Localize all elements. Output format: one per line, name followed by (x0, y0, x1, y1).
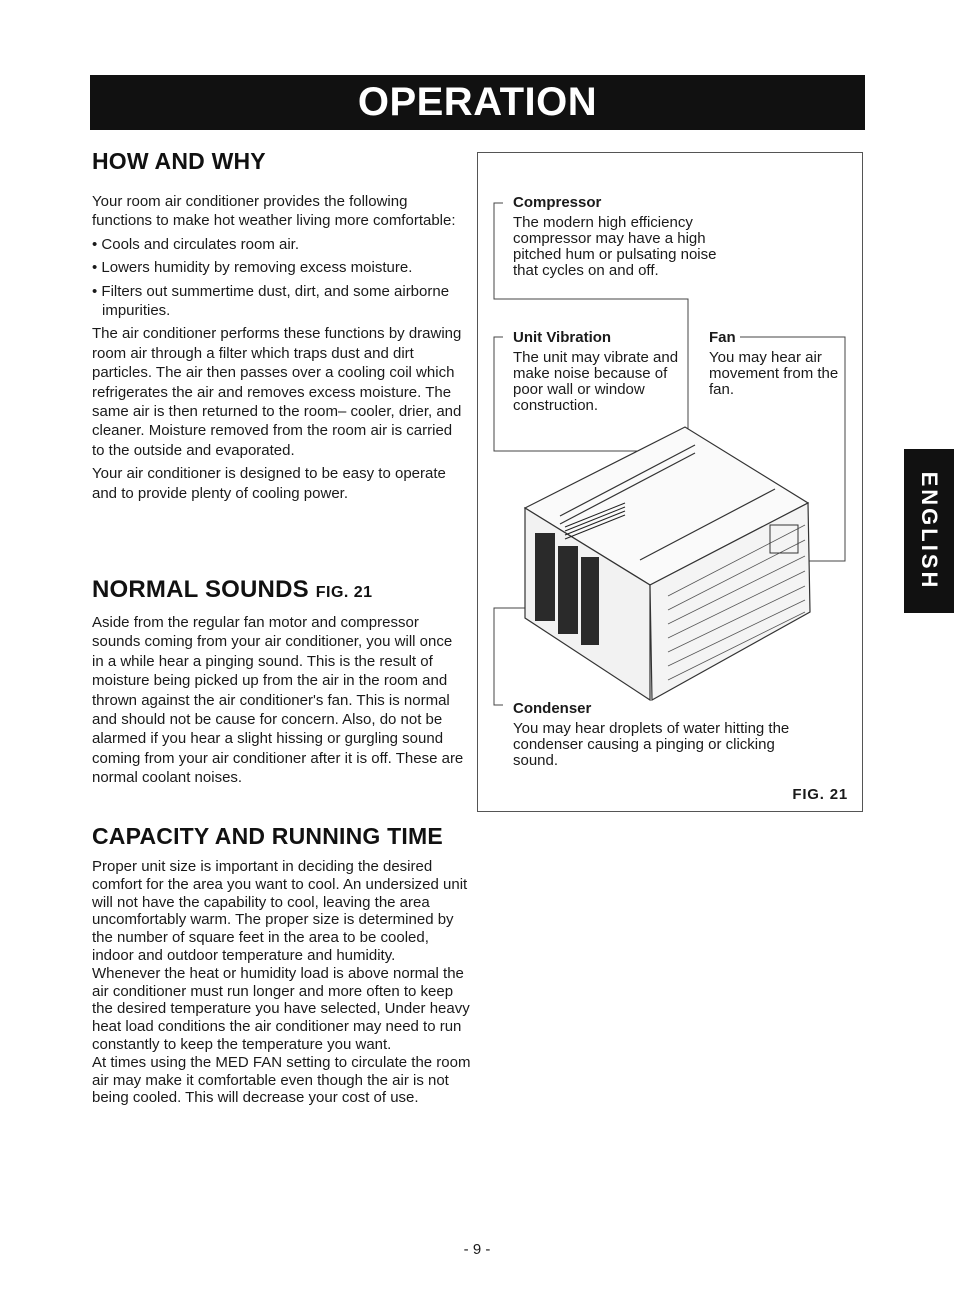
language-tab (904, 449, 954, 613)
bullet-item: • Filters out summertime dust, dirt, and some airborne impurities. (92, 282, 450, 320)
condenser-title: Condenser (513, 700, 592, 717)
fig-reference: FIG. 21 (315, 584, 373, 601)
unit-vibration-text: The unit may vibrate and make noise because of poor wall or window construction. (513, 349, 679, 414)
how-and-why-heading: HOW AND WHY (92, 148, 266, 174)
bullet-item: • Cools and circulates room air. (92, 235, 300, 253)
language-tab-label: ENGLISH (917, 471, 942, 591)
how-and-why-paragraph: The air conditioner performs these functions by drawing room air through a filter which traps dust and dirt particles. The air then passes over a cooling coil which refrigerates the air and removes excess moisture. The same air is then returned to the room– cooler, drier, and cleaner. Moisture removed from the room air is carried to the outside and evaporated. (92, 325, 462, 459)
page-number: - 9 - (463, 1241, 491, 1258)
page-title-banner: OPERATION (90, 75, 865, 130)
fan-title: Fan (709, 329, 736, 346)
capacity-paragraph: Whenever the heat or humidity load is above normal the air conditioner must run longer and more often to keep the desired temperature you have selected, Under heavy heat load conditions the air conditioner may need to run constantly to keep the temperature you want. (92, 964, 470, 1053)
compressor-title: Compressor (513, 194, 602, 211)
figure-label: FIG. 21 (792, 786, 848, 803)
compressor-text: The modern high efficiency compressor may have a high pitched hum or pulsating noise that cycles on and off. (513, 214, 717, 279)
normal-sounds-title: NORMAL SOUNDS (92, 576, 309, 603)
normal-sounds-body: Aside from the regular fan motor and compressor sounds coming from your air conditioner, you will once in a while hear a pinging sound. This is the result of moisture being picked up from the air in the room and thrown against the air conditioner's fan. This is normal and should not be cause for concern. Also, do not be alarmed if you hear a slight hissing or gurgling sound coming from your air conditioner after it is off. These are normal coolant noises. (92, 614, 464, 787)
capacity-paragraph: Proper unit size is important in deciding the desired comfort for the area you want to cool. An undersized unit will not have the capability to cool, leaving the area uncomfortably warm. The proper size is determined by the number of square feet in the area to be cooled, indoor and outdoor temperature and humidity. (92, 858, 468, 964)
capacity-paragraph: At times using the MED FAN setting to circulate the room air may make it comfortable even though the air is not being cooled. This will decrease your cost of use. (92, 1053, 471, 1107)
condenser-text: You may hear droplets of water hitting the condenser causing a pinging or clicking sound. (513, 720, 790, 769)
how-and-why-intro: Your room air conditioner provides the following functions to make hot weather living more comfortable: (92, 193, 456, 230)
how-and-why-paragraph: Your air conditioner is designed to be easy to operate and to provide plenty of cooling power. (92, 465, 446, 502)
unit-vibration-title: Unit Vibration (513, 329, 612, 346)
bullet-item: • Lowers humidity by removing excess moisture. (92, 259, 413, 277)
capacity-heading: CAPACITY AND RUNNING TIME (92, 823, 443, 849)
fan-text: You may hear air movement from the fan. (709, 349, 839, 398)
